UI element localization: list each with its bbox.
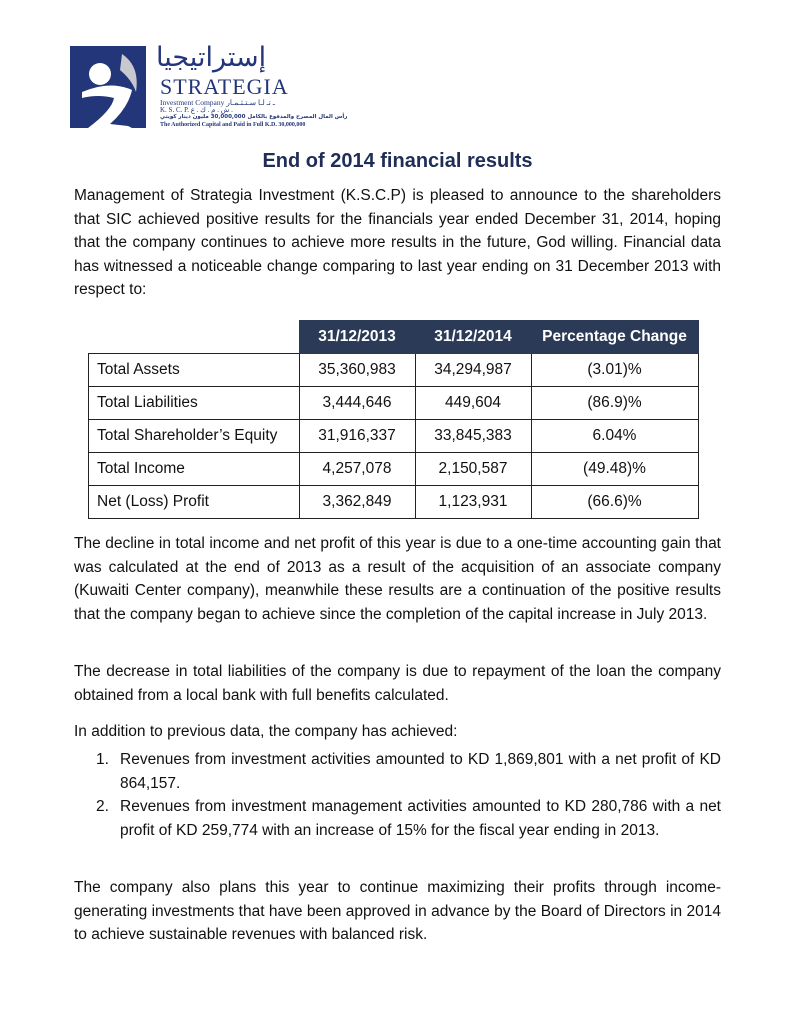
value-2014: 33,845,383 bbox=[415, 420, 531, 453]
value-2013: 4,257,078 bbox=[299, 453, 415, 486]
percentage-change: 6.04% bbox=[531, 420, 698, 453]
list-item-number: 2. bbox=[96, 798, 109, 815]
table-row bbox=[89, 420, 699, 453]
financial-table bbox=[88, 320, 699, 519]
table-header-change: Percentage Change bbox=[531, 321, 698, 354]
intro-paragraph: Management of Strategia Investment (K.S.C.P) is pleased to announce to the shareholders that SIC achieved positive results for the financials year ended December 31, 2014, hoping that the company continues to achieve more results in the future, God willing. Financial data has witnessed a noticeable change comparing to last year ending on 31 December 2013 with respect to: bbox=[74, 187, 721, 298]
value-2014: 2,150,587 bbox=[415, 453, 531, 486]
company-logo bbox=[70, 42, 348, 132]
row-label: Total Liabilities bbox=[89, 387, 300, 420]
value-2013: 3,362,849 bbox=[299, 486, 415, 519]
row-label: Total Shareholder’s Equity bbox=[89, 420, 300, 453]
table-header-row bbox=[89, 321, 699, 354]
logo-name: STRATEGIA bbox=[160, 74, 289, 99]
logo-arabic-name: إستراتيجيا bbox=[156, 42, 267, 73]
list-item-number: 1. bbox=[96, 751, 109, 768]
value-2013: 3,444,646 bbox=[299, 387, 415, 420]
percentage-change: (49.48)% bbox=[531, 453, 698, 486]
achievements-list bbox=[74, 748, 721, 842]
list-item-text: Revenues from investment management activities amounted to KD 280,786 with a net profit of KD 259,774 with an increase of 15% for the fiscal year ending in 2013. bbox=[120, 798, 721, 839]
percentage-change: (86.9)% bbox=[531, 387, 698, 420]
value-2014: 34,294,987 bbox=[415, 354, 531, 387]
percentage-change: (3.01)% bbox=[531, 354, 698, 387]
table-header-2013: 31/12/2013 bbox=[299, 321, 415, 354]
row-label: Net (Loss) Profit bbox=[89, 486, 300, 519]
achievements-intro: In addition to previous data, the company has achieved: bbox=[74, 723, 458, 740]
table-row bbox=[89, 387, 699, 420]
logo-subtitle-4: The Authorized Capital and Paid in Full K.D. 30,000,000 bbox=[160, 122, 306, 128]
list-item bbox=[74, 748, 721, 795]
table-row bbox=[89, 453, 699, 486]
list-item-text: Revenues from investment activities amounted to KD 1,869,801 with a net profit of KD 864,157. bbox=[120, 751, 721, 792]
table-row bbox=[89, 486, 699, 519]
liabilities-paragraph: The decrease in total liabilities of the company is due to repayment of the loan the company obtained from a local bank with full benefits calculated. bbox=[74, 663, 721, 704]
table-row bbox=[89, 354, 699, 387]
row-label: Total Income bbox=[89, 453, 300, 486]
logo-subtitle-1: Investment Company ـ تـ لـا سـتـثـمـار bbox=[160, 98, 275, 107]
percentage-change: (66.6)% bbox=[531, 486, 698, 519]
logo-subtitle-3: رأس المال المصرح والمدفوع بالكامل 30,000,000 مليون دينار كويتي bbox=[160, 114, 348, 120]
document-title: End of 2014 financial results bbox=[262, 150, 533, 172]
value-2013: 35,360,983 bbox=[299, 354, 415, 387]
logo-subtitle-2: K. S. C. P. ش . م . ك . ع . bbox=[160, 106, 233, 114]
decline-explanation-paragraph: The decline in total income and net profit of this year is due to a one-time accounting gain that was calculated at the end of 2013 as a result of the acquisition of an associate company (Kuwaiti Center company), meanwhile these results are a continuation of the positive results that the company began to achieve since the completion of the capital increase in July 2013. bbox=[74, 535, 721, 623]
row-label: Total Assets bbox=[89, 354, 300, 387]
value-2014: 1,123,931 bbox=[415, 486, 531, 519]
value-2014: 449,604 bbox=[415, 387, 531, 420]
closing-paragraph: The company also plans this year to continue maximizing their profits through income-generating investments that have been approved in advance by the Board of Directors in 2014 to achieve sustainable revenues with balanced risk. bbox=[74, 879, 721, 943]
table-header-blank bbox=[89, 321, 300, 354]
table-header-2014: 31/12/2014 bbox=[415, 321, 531, 354]
strategia-logo-mark bbox=[70, 46, 146, 128]
list-item bbox=[74, 795, 721, 842]
value-2013: 31,916,337 bbox=[299, 420, 415, 453]
